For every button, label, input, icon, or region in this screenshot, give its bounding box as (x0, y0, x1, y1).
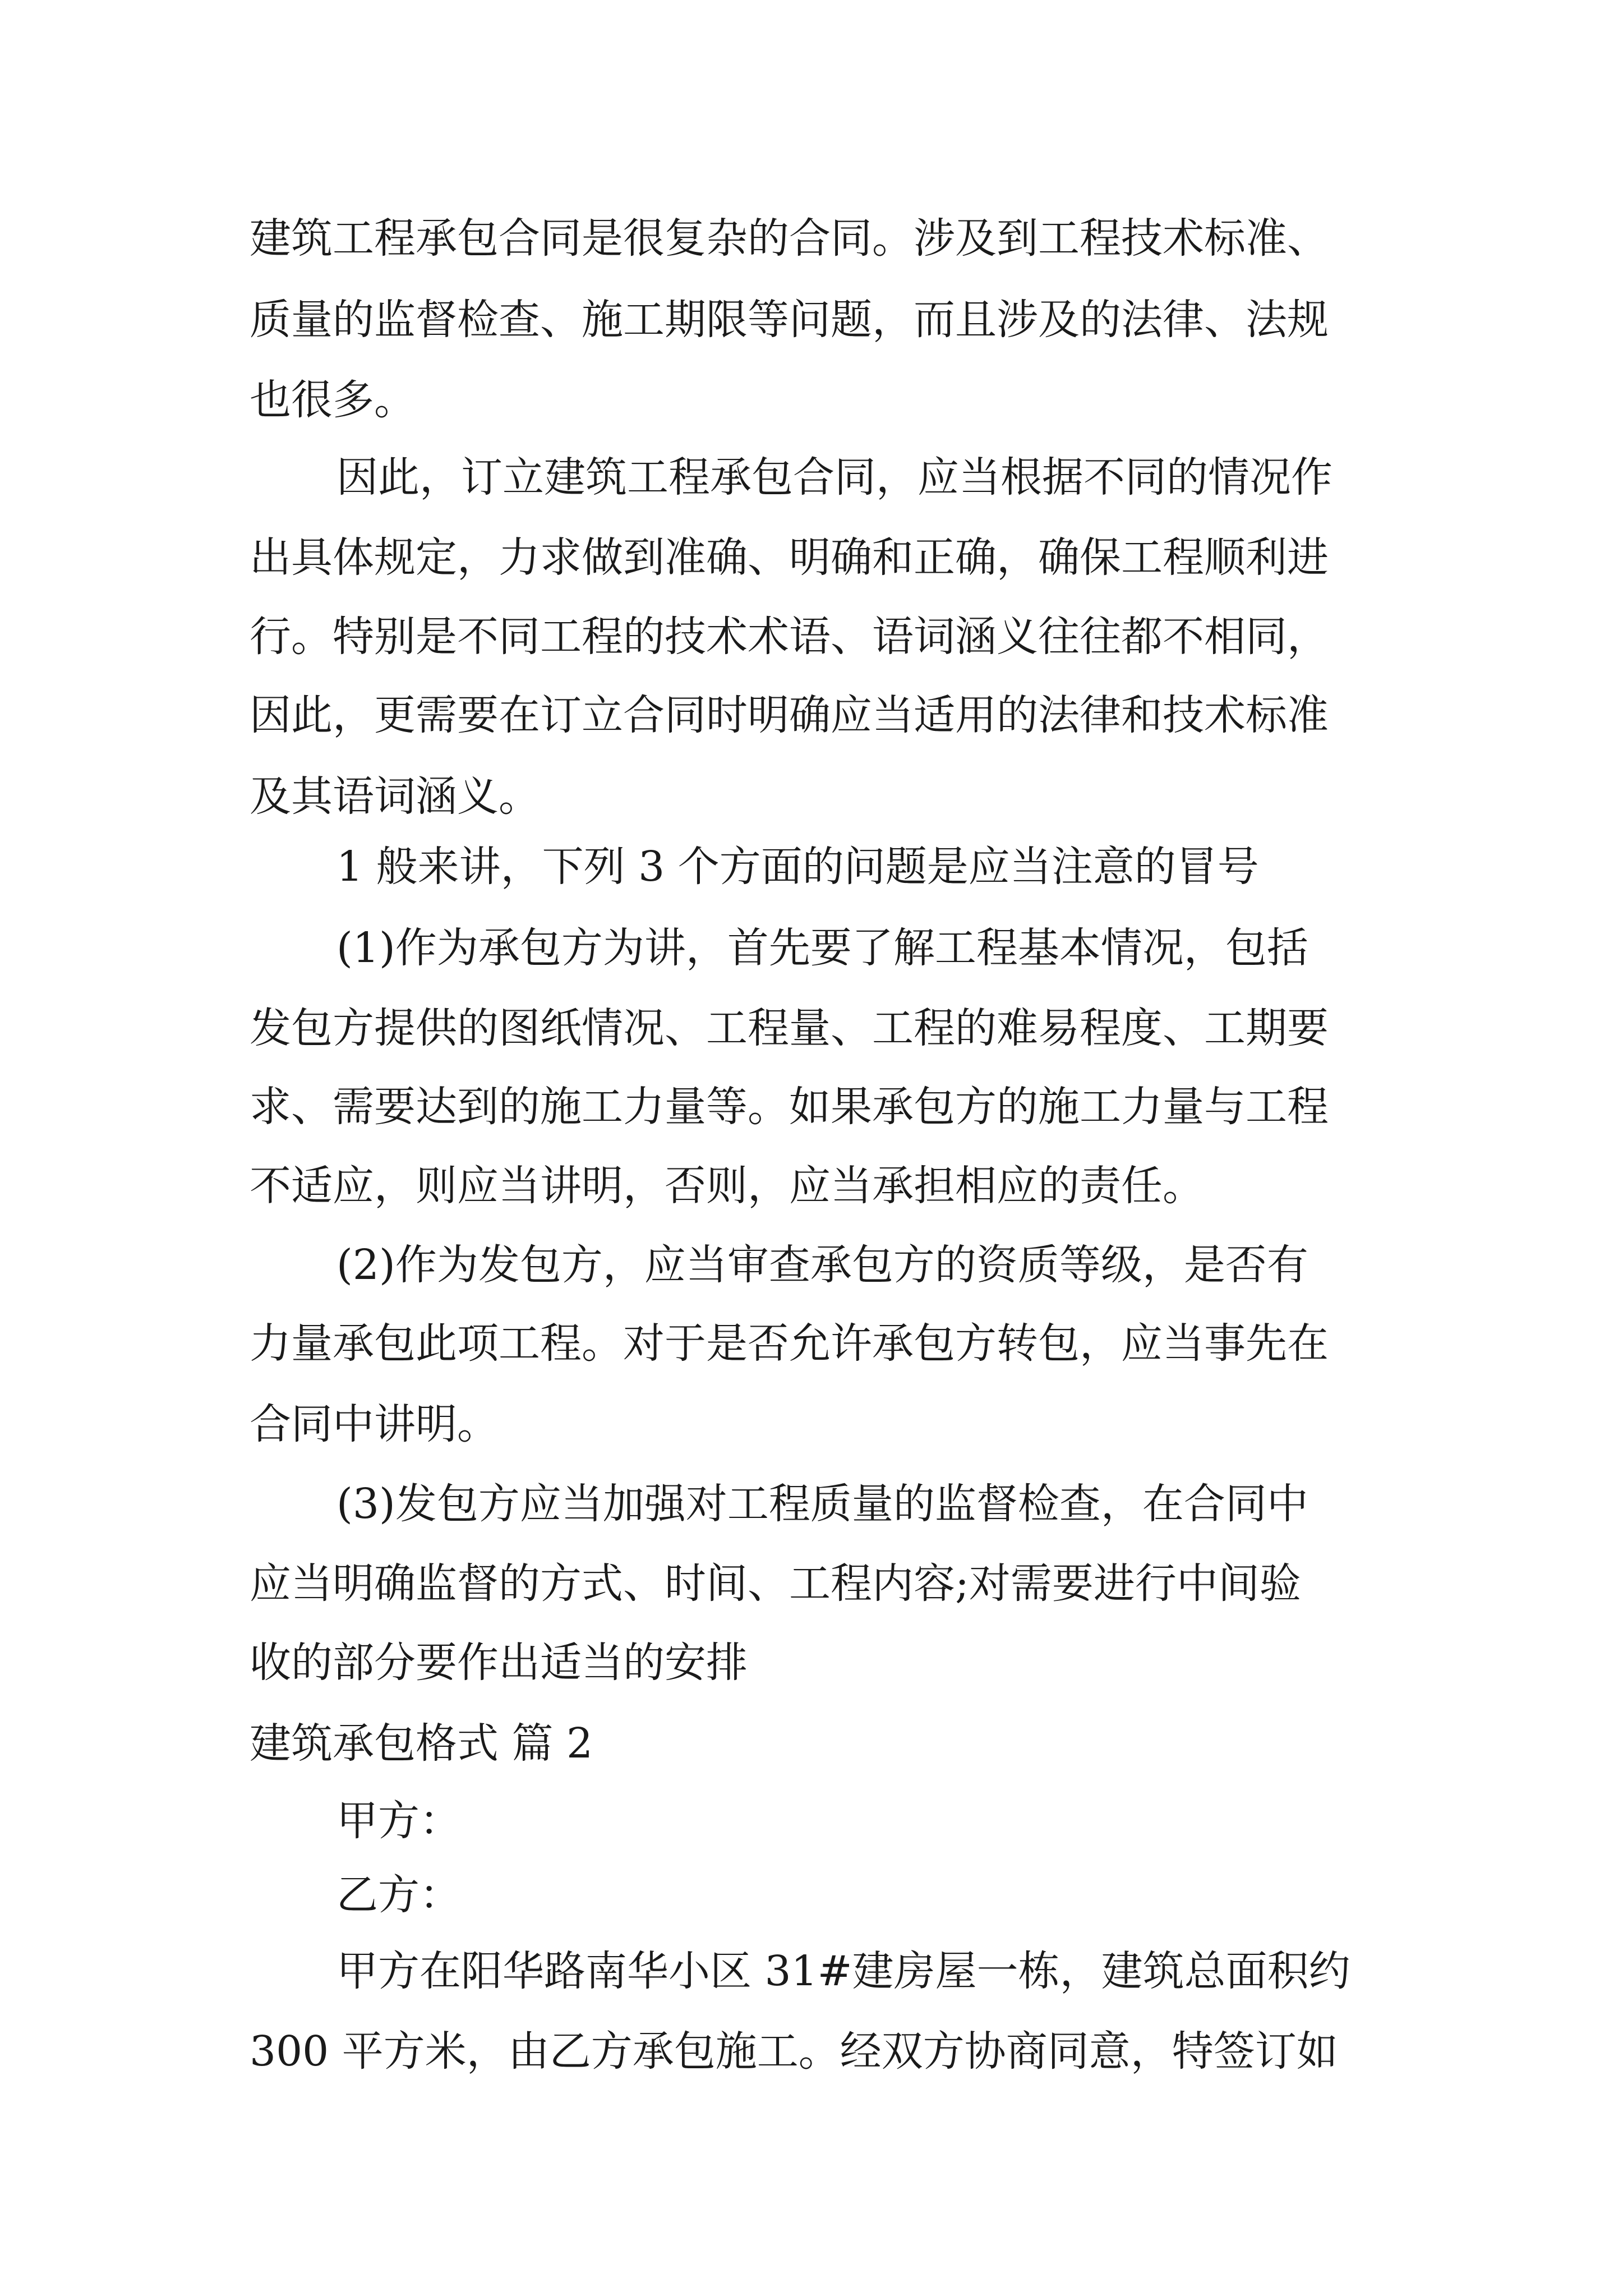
paragraph-1-line-2: 质量的监督检查、施工期限等问题，而且涉及的法律、法规 (250, 296, 1329, 344)
paragraph-4-line-3: 求、需要达到的施工力量等。如果承包方的施工力量与工程 (250, 1083, 1329, 1131)
paragraph-3-line-1: 1 般来讲，下列 3 个方面的问题是应当注意的冒号 (336, 843, 1259, 891)
paragraph-1-line-3: 也很多。 (250, 376, 416, 424)
paragraph-6-line-2: 应当明确监督的方式、时间、工程内容;对需要进行中间验 (250, 1559, 1301, 1608)
party-b-label: 乙方： (336, 1871, 461, 1919)
paragraph-2-line-1: 因此，订立建筑工程承包合同，应当根据不同的情况作 (336, 453, 1332, 501)
paragraph-4-line-4: 不适应，则应当讲明，否则，应当承担相应的责任。 (250, 1162, 1204, 1210)
paragraph-2-line-4: 因此，更需要在订立合同时明确应当适用的法律和技术标准 (250, 691, 1329, 739)
paragraph-6-line-1: (3)发包方应当加强对工程质量的监督检查，在合同中 (336, 1480, 1308, 1528)
paragraph-2-line-3: 行。特别是不同工程的技术术语、语词涵义往往都不相同， (250, 613, 1329, 661)
paragraph-2-line-5: 及其语词涵义。 (250, 772, 540, 821)
paragraph-2-line-2: 出具体规定，力求做到准确、明确和正确，确保工程顺利进 (250, 533, 1329, 582)
paragraph-4-line-2: 发包方提供的图纸情况、工程量、工程的难易程度、工期要 (250, 1004, 1329, 1052)
paragraph-4-line-1: (1)作为承包方为讲，首先要了解工程基本情况，包括 (336, 924, 1308, 972)
paragraph-5-line-1: (2)作为发包方，应当审查承包方的资质等级，是否有 (336, 1241, 1308, 1289)
paragraph-7-line-1: 甲方在阳华路南华小区 31#建房屋一栋，建筑总面积约 (336, 1947, 1350, 1995)
paragraph-6-line-3: 收的部分要作出适当的安排 (250, 1639, 748, 1687)
paragraph-5-line-3: 合同中讲明。 (250, 1400, 499, 1448)
paragraph-5-line-2: 力量承包此项工程。对于是否允许承包方转包，应当事先在 (250, 1319, 1329, 1368)
party-a-label: 甲方： (336, 1797, 461, 1845)
paragraph-7-line-2: 300 平方米，由乙方承包施工。经双方协商同意，特签订如 (250, 2027, 1338, 2076)
paragraph-1-line-1: 建筑工程承包合同是很复杂的合同。涉及到工程技术标准、 (250, 214, 1329, 263)
section-heading: 建筑承包格式 篇 2 (250, 1719, 593, 1768)
